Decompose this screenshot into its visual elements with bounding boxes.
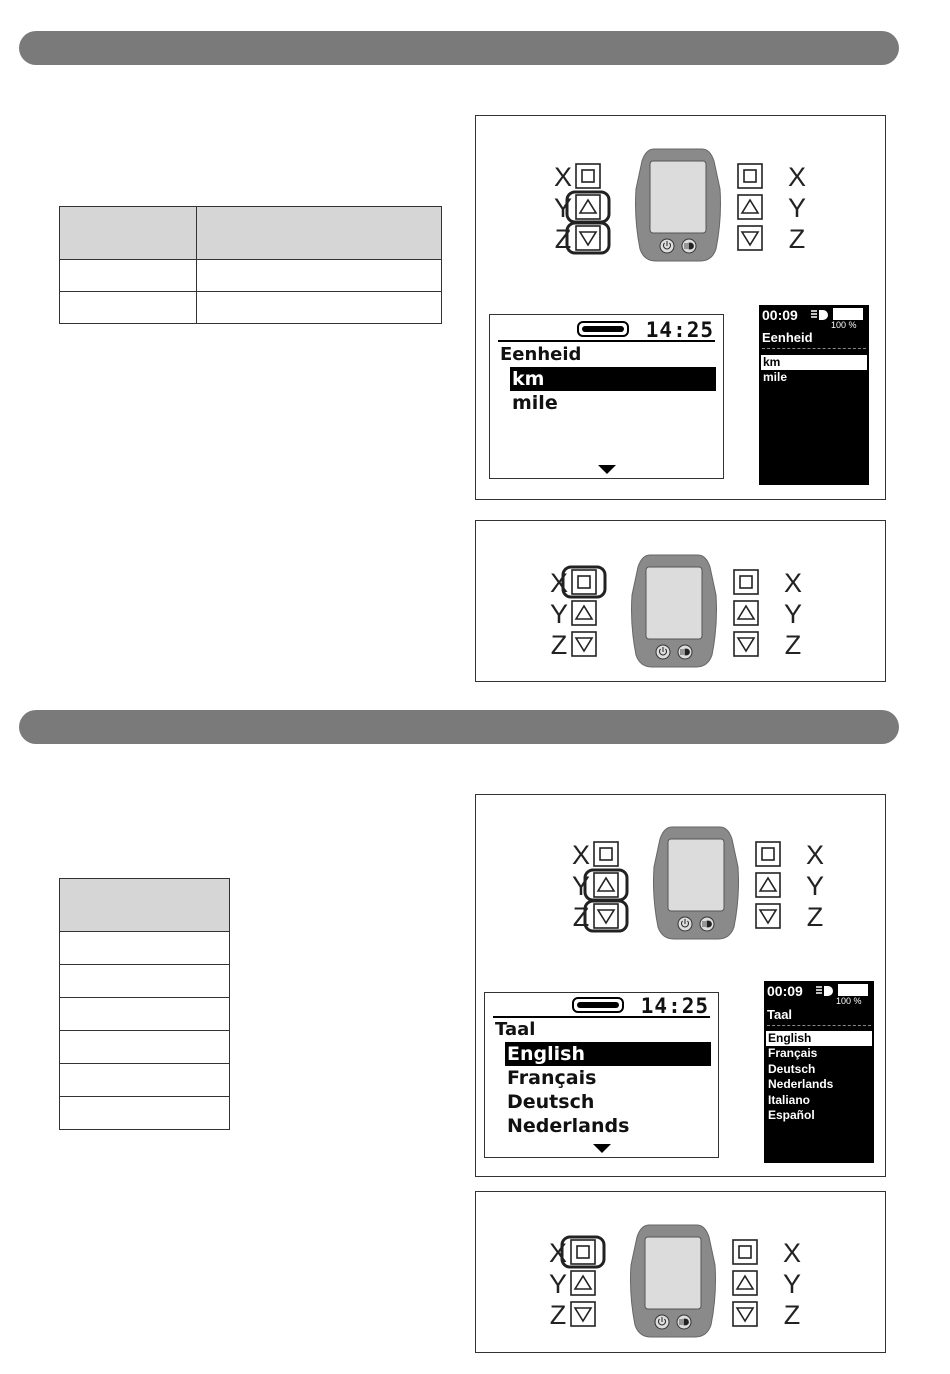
control-diagram: [476, 1192, 887, 1354]
table-row: [60, 965, 230, 998]
right-y-button[interactable]: [756, 873, 780, 897]
left-y-button[interactable]: [585, 870, 627, 900]
left-y-button[interactable]: [567, 192, 609, 222]
small-option-francais[interactable]: Français: [768, 1046, 818, 1060]
left-x-label: X: [571, 840, 591, 870]
small-option-english[interactable]: English: [766, 1031, 872, 1046]
table-row: [60, 998, 230, 1031]
left-x-button[interactable]: [562, 1237, 604, 1267]
small-battery-percent: 100 %: [831, 320, 857, 330]
right-x-button[interactable]: [756, 842, 780, 866]
right-y-label: Y: [783, 599, 803, 629]
small-option-km[interactable]: km: [761, 355, 867, 370]
table-row: [60, 292, 442, 324]
battery-icon: [577, 321, 629, 337]
right-x-label: X: [787, 162, 807, 192]
left-z-button[interactable]: [571, 1302, 595, 1326]
language-selection-panel: [475, 794, 886, 1177]
menu-option-english[interactable]: English: [505, 1042, 711, 1066]
left-x-label: X: [553, 162, 573, 192]
right-x-button[interactable]: [734, 570, 758, 594]
left-z-button[interactable]: [567, 223, 609, 253]
small-option-espanol[interactable]: Español: [768, 1108, 815, 1122]
device-screen: [650, 161, 706, 233]
unit-confirm-panel: [475, 520, 886, 682]
right-y-label: Y: [782, 1269, 802, 1299]
control-diagram: [476, 116, 887, 276]
left-z-label: Z: [550, 630, 568, 660]
small-option-mile[interactable]: mile: [763, 370, 788, 384]
language-small-screen: [764, 981, 874, 1163]
right-z-label: Z: [806, 902, 824, 932]
right-z-label: Z: [784, 630, 802, 660]
left-x-label: X: [548, 1238, 568, 1268]
right-z-button[interactable]: [734, 632, 758, 656]
section-header-bar-unit: [19, 31, 899, 65]
right-y-button[interactable]: [738, 195, 762, 219]
clock-time: 14:25: [645, 318, 714, 342]
menu-option-km[interactable]: km: [510, 367, 716, 391]
control-diagram: [476, 795, 887, 955]
right-x-button[interactable]: [738, 164, 762, 188]
small-clock-time: 00:09: [762, 307, 798, 323]
scroll-down-arrow-icon: [593, 1144, 611, 1153]
menu-title: Eenheid: [500, 344, 582, 365]
menu-option-mile[interactable]: mile: [512, 392, 558, 414]
right-x-label: X: [805, 840, 825, 870]
unit-table: [59, 206, 442, 324]
header-divider: [493, 1016, 710, 1018]
device-screen: [668, 839, 724, 911]
right-z-button[interactable]: [738, 226, 762, 250]
small-battery-percent: 100 %: [836, 996, 862, 1006]
headlight-icon: [816, 986, 834, 996]
left-x-button[interactable]: [576, 164, 600, 188]
left-y-label: Y: [553, 193, 573, 223]
headlight-icon: [811, 310, 829, 320]
left-y-button[interactable]: [571, 1271, 595, 1295]
right-z-label: Z: [788, 224, 806, 254]
menu-option-nederlands[interactable]: Nederlands: [507, 1115, 630, 1137]
table-row: [60, 260, 442, 292]
language-table: [59, 878, 230, 1130]
left-z-button[interactable]: [572, 632, 596, 656]
display-device: [636, 149, 721, 261]
small-divider: [762, 348, 866, 349]
right-y-label: Y: [805, 871, 825, 901]
small-menu-title: Taal: [767, 1007, 793, 1022]
right-x-label: X: [783, 568, 803, 598]
table-header-row: [60, 879, 230, 932]
device-screen: [646, 567, 702, 639]
small-divider: [767, 1025, 871, 1026]
left-y-label: Y: [571, 871, 591, 901]
control-diagram: [476, 521, 887, 683]
small-option-deutsch[interactable]: Deutsch: [768, 1062, 816, 1076]
small-option-nederlands[interactable]: Nederlands: [768, 1077, 834, 1091]
table-row: [60, 1097, 230, 1130]
header-divider: [498, 340, 715, 342]
right-y-button[interactable]: [733, 1271, 757, 1295]
left-z-button[interactable]: [585, 901, 627, 931]
right-x-label: X: [782, 1238, 802, 1268]
device-screen: [645, 1237, 701, 1309]
right-y-label: Y: [787, 193, 807, 223]
left-x-button[interactable]: [594, 842, 618, 866]
left-z-label: Z: [549, 1300, 567, 1330]
menu-title: Taal: [495, 1019, 536, 1040]
right-z-button[interactable]: [733, 1302, 757, 1326]
right-x-button[interactable]: [733, 1240, 757, 1264]
table-row: [60, 932, 230, 965]
language-confirm-panel: [475, 1191, 886, 1353]
display-device: [631, 1225, 716, 1337]
unit-selection-panel: [475, 115, 886, 500]
display-device: [654, 827, 739, 939]
right-z-button[interactable]: [756, 904, 780, 928]
unit-lcd-screen: [489, 314, 724, 479]
small-battery-icon: [833, 308, 863, 320]
unit-small-screen: [759, 305, 869, 485]
right-y-button[interactable]: [734, 601, 758, 625]
battery-icon: [572, 997, 624, 1013]
language-lcd-screen: [484, 992, 719, 1158]
clock-time: 14:25: [640, 994, 709, 1018]
menu-option-deutsch[interactable]: Deutsch: [507, 1091, 595, 1113]
display-device: [632, 555, 717, 667]
left-z-label: Z: [554, 224, 572, 254]
left-y-label: Y: [549, 599, 569, 629]
table-header-row: [60, 207, 442, 260]
left-z-label: Z: [572, 902, 590, 932]
small-clock-time: 00:09: [767, 983, 803, 999]
table-row: [60, 1031, 230, 1064]
left-y-button[interactable]: [572, 601, 596, 625]
menu-option-francais[interactable]: Français: [507, 1067, 597, 1089]
left-x-button[interactable]: [563, 567, 605, 597]
small-menu-title: Eenheid: [762, 330, 813, 345]
right-z-label: Z: [783, 1300, 801, 1330]
left-y-label: Y: [548, 1269, 568, 1299]
table-row: [60, 1064, 230, 1097]
small-option-italiano[interactable]: Italiano: [768, 1093, 811, 1107]
scroll-down-arrow-icon: [598, 465, 616, 474]
small-battery-icon: [838, 984, 868, 996]
section-header-bar-language: [19, 710, 899, 744]
left-x-label: X: [549, 568, 569, 598]
